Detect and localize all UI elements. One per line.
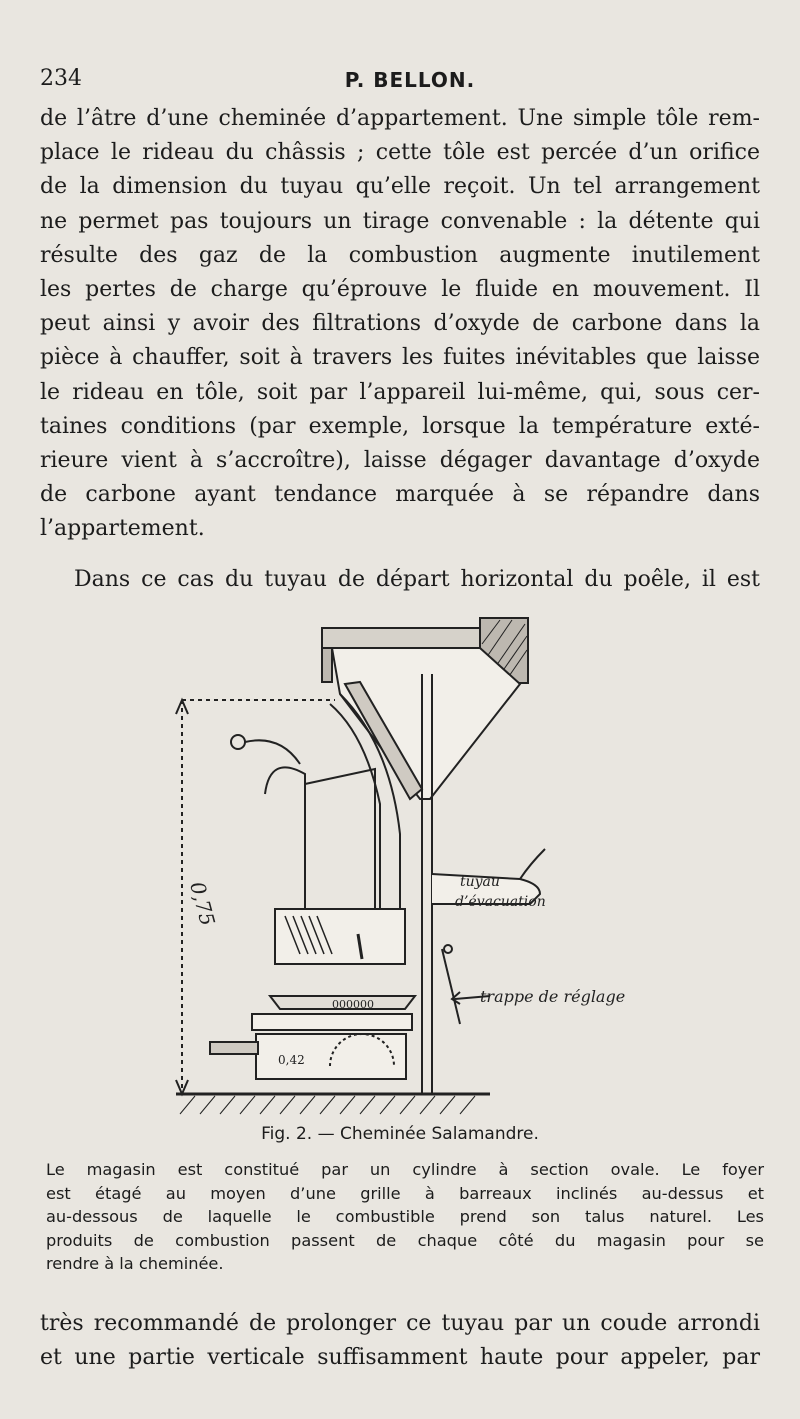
text-line: Dans ce cas du tuyau de départ horizontal du poêle, il est bbox=[74, 567, 760, 592]
tuyau-label-1: tuyau bbox=[460, 874, 500, 890]
text-line: les pertes de charge qu’éprouve le fluide en mouvement. Il bbox=[40, 276, 760, 302]
page-header bbox=[40, 66, 780, 96]
figure-legend bbox=[46, 1158, 764, 1276]
text-line: place le rideau du châssis ; cette tôle est percée d’un orifice bbox=[40, 140, 760, 166]
legend-line: est étagé au moyen d’une grille à barreaux inclinés au-dessus et bbox=[46, 1183, 764, 1203]
paragraph-1 bbox=[40, 102, 760, 546]
legend-line: Le magasin est constitué par un cylindre à section ovale. Le foyer bbox=[46, 1160, 764, 1179]
running-title: P. BELLON. bbox=[344, 68, 476, 92]
stove-figure bbox=[160, 604, 680, 1124]
text-line: rieure vient à s’accroître), laisse dégager davantage d’oxyde bbox=[40, 447, 760, 473]
page-number: 234 bbox=[40, 66, 82, 91]
text-line: peut ainsi y avoir des filtrations d’oxyde de carbone dans la bbox=[40, 311, 760, 337]
grate-label: 000000 bbox=[332, 998, 374, 1011]
paragraph-2 bbox=[40, 563, 760, 597]
text-line: le rideau en tôle, soit par l’appareil lui-même, qui, sous cer- bbox=[40, 379, 760, 405]
text-line: l’appartement. bbox=[40, 516, 205, 542]
tuyau-label-2: d’évacuation bbox=[455, 894, 546, 910]
text-line: très recommandé de prolonger ce tuyau par un coude arrondi bbox=[40, 1311, 760, 1336]
legend-line: au-dessous de laquelle le combustible prend son talus naturel. Les bbox=[46, 1207, 764, 1226]
text-line: ne permet pas toujours un tirage convenable : la détente qui bbox=[40, 208, 760, 234]
text-line: de l’âtre d’une cheminée d’appartement. Une simple tôle rem- bbox=[40, 106, 760, 131]
figure-caption: Fig. 2. — Cheminée Salamandre. bbox=[261, 1124, 539, 1144]
text-line: résulte des gaz de la combustion augmente inutilement bbox=[40, 242, 760, 268]
text-line: et une partie verticale suffisamment haute pour appeler, par bbox=[40, 1345, 760, 1371]
trappe-label: trappe de réglage bbox=[480, 987, 626, 1006]
text-line: de carbone ayant tendance marquée à se répandre dans bbox=[40, 482, 760, 508]
text-line: taines conditions (par exemple, lorsque la température exté- bbox=[40, 413, 760, 439]
text-line: de la dimension du tuyau qu’elle reçoit. Un tel arrangement bbox=[40, 174, 760, 200]
text-line: pièce à chauffer, soit à travers les fuites inévitables que laisse bbox=[40, 345, 760, 371]
height-dimension: 0,75 bbox=[185, 879, 220, 929]
paragraph-3 bbox=[40, 1307, 760, 1375]
legend-line: produits de combustion passent de chaque côté du magasin pour se bbox=[46, 1230, 764, 1250]
legend-line: rendre à la cheminée. bbox=[46, 1254, 224, 1273]
small-dimension: 0,42 bbox=[278, 1053, 305, 1067]
